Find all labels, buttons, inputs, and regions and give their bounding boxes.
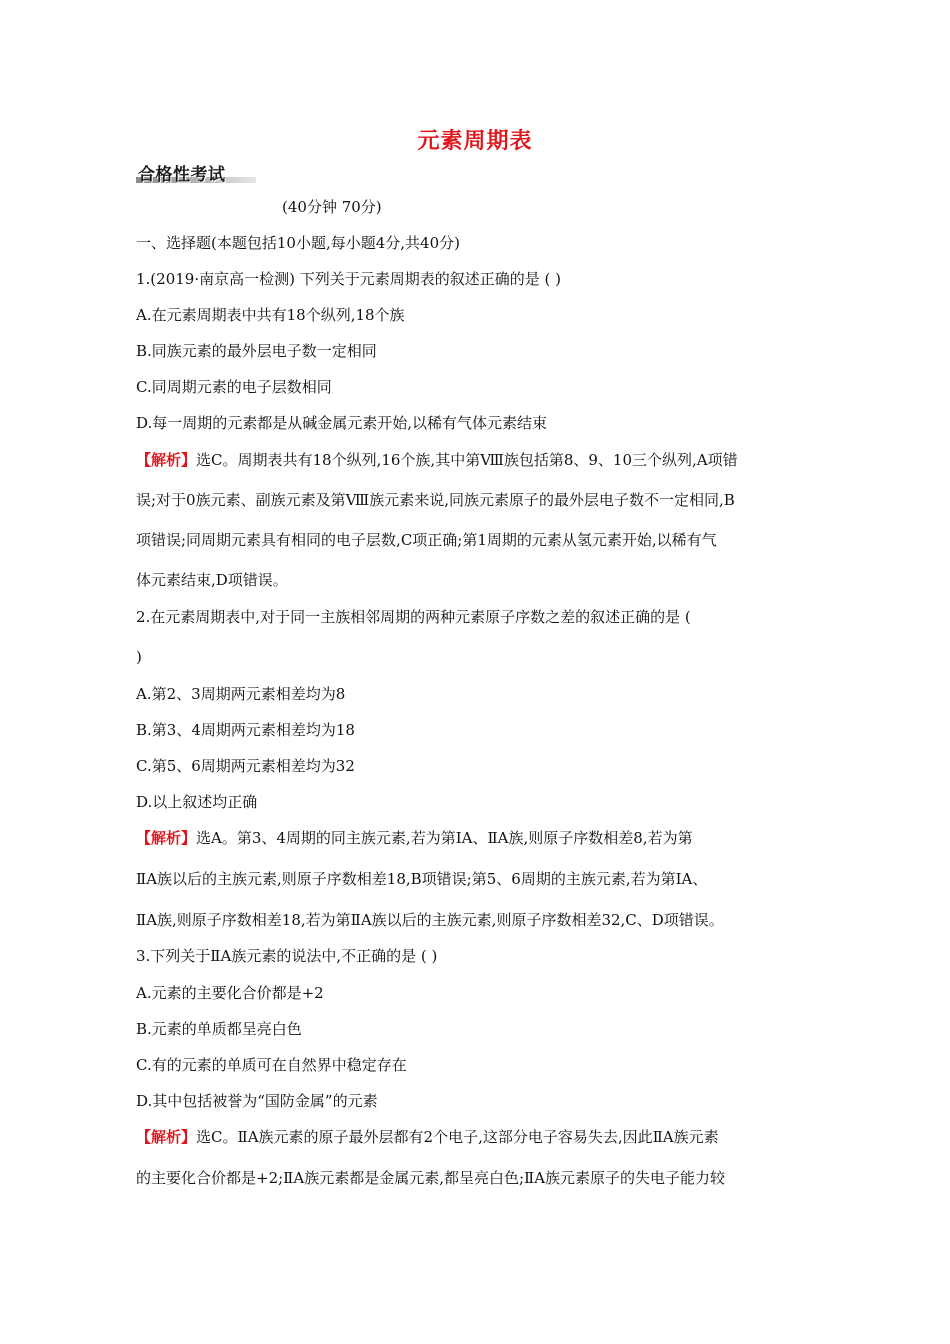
question-2-analysis-line: ⅡA族,则原子序数相差18,若为第ⅡA族以后的主族元素,则原子序数相差32,C、D项错误。 xyxy=(136,911,724,929)
question-2-stem-cont: ) xyxy=(136,648,142,666)
question-1-option-b: B.同族元素的最外层电子数一定相同 xyxy=(136,342,377,360)
question-1-analysis-line xyxy=(136,450,738,470)
question-3-option-d: D.其中包括被誉为“国防金属”的元素 xyxy=(136,1092,378,1110)
section-label: 合格性考试 xyxy=(138,165,226,185)
question-1-analysis-line: 误;对于0族元素、副族元素及第Ⅷ族元素来说,同族元素原子的最外层电子数不一定相同,B xyxy=(136,491,735,509)
question-1-analysis-line: 项错误;同周期元素具有相同的电子层数,C项正确;第1周期的元素从氢元素开始,以稀有气 xyxy=(136,531,717,549)
analysis-text: 选A。第3、4周期的同主族元素,若为第ⅠA、ⅡA族,则原子序数相差8,若为第 xyxy=(196,829,693,847)
question-1-analysis-line: 体元素结束,D项错误。 xyxy=(136,571,288,589)
section-banner xyxy=(136,160,256,184)
question-3-option-c: C.有的元素的单质可在自然界中稳定存在 xyxy=(136,1056,407,1074)
analysis-tag: 【解析】 xyxy=(136,1128,197,1146)
question-3-option-a: A.元素的主要化合价都是+2 xyxy=(136,984,324,1002)
question-1-option-c: C.同周期元素的电子层数相同 xyxy=(136,378,332,396)
part-heading: 一、选择题(本题包括10小题,每小题4分,共40分) xyxy=(136,234,460,252)
analysis-text: 选C。ⅡA族元素的原子最外层都有2个电子,这部分电子容易失去,因此ⅡA族元素 xyxy=(196,1128,719,1146)
question-1-option-a: A.在元素周期表中共有18个纵列,18个族 xyxy=(136,306,405,324)
question-2-option-d: D.以上叙述均正确 xyxy=(136,793,258,811)
question-2-analysis-line xyxy=(136,828,693,848)
time-info: (40分钟 70分) xyxy=(282,198,382,216)
analysis-tag: 【解析】 xyxy=(136,451,197,469)
question-2-option-b: B.第3、4周期两元素相差均为18 xyxy=(136,721,355,739)
page-title: 元素周期表 xyxy=(417,129,533,154)
question-2-option-a: A.第2、3周期两元素相差均为8 xyxy=(136,685,346,703)
question-3-analysis-line xyxy=(136,1127,719,1147)
question-3-option-b: B.元素的单质都呈亮白色 xyxy=(136,1020,302,1038)
question-2-analysis-line: ⅡA族以后的主族元素,则原子序数相差18,B项错误;第5、6周期的主族元素,若为第ⅠA、 xyxy=(136,870,708,888)
question-2-option-c: C.第5、6周期两元素相差均为32 xyxy=(136,757,355,775)
analysis-text: 选C。周期表共有18个纵列,16个族,其中第Ⅷ族包括第8、9、10三个纵列,A项错 xyxy=(196,451,738,469)
question-3-analysis-line: 的主要化合价都是+2;ⅡA族元素都是金属元素,都呈亮白色;ⅡA族元素原子的失电子能力较 xyxy=(136,1169,726,1187)
question-3-stem: 3.下列关于ⅡA族元素的说法中,不正确的是 ( ) xyxy=(136,947,438,965)
analysis-tag: 【解析】 xyxy=(136,829,197,847)
question-2-stem: 2.在元素周期表中,对于同一主族相邻周期的两种元素原子序数之差的叙述正确的是 ( xyxy=(136,608,691,626)
question-1-stem: 1.(2019·南京高一检测) 下列关于元素周期表的叙述正确的是 ( ) xyxy=(136,270,561,288)
question-1-option-d: D.每一周期的元素都是从碱金属元素开始,以稀有气体元素结束 xyxy=(136,414,548,432)
